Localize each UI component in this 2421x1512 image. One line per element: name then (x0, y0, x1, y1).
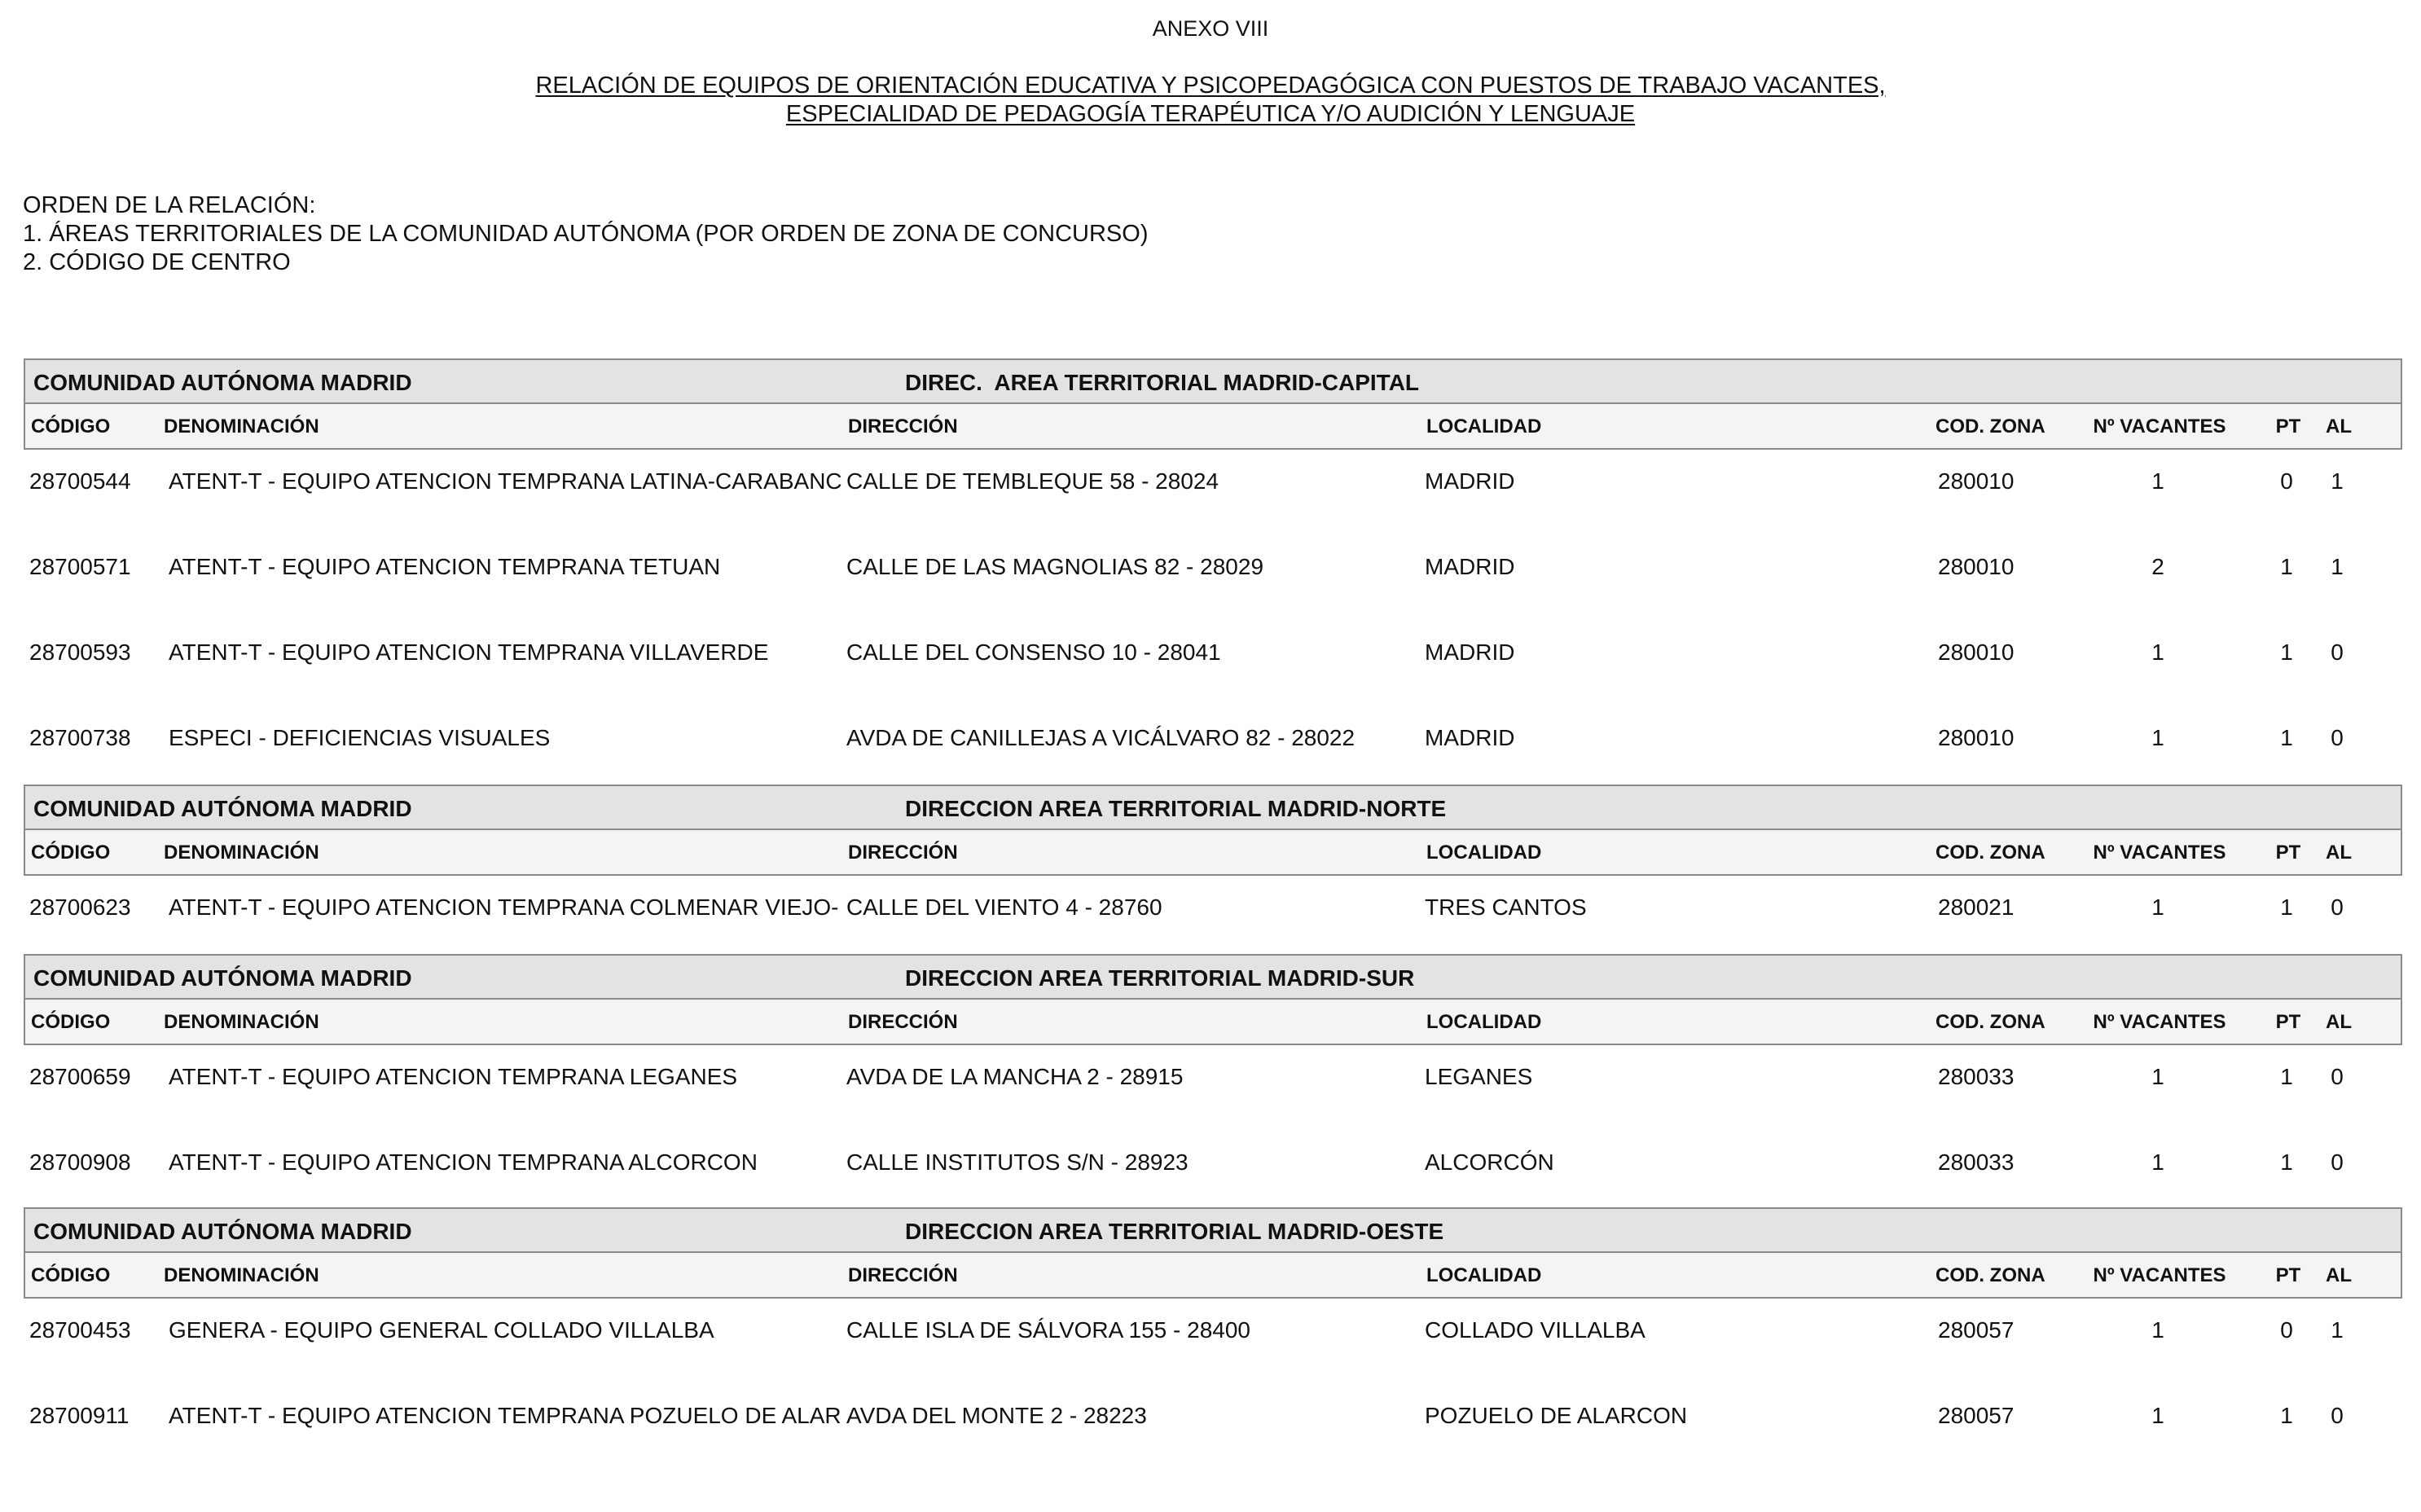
col-pt: PT (2275, 842, 2301, 864)
cell-al: 0 (2331, 1403, 2344, 1428)
cell-cod-zona: 280010 (1938, 640, 2015, 665)
cell-vacantes: 1 (2151, 468, 2164, 494)
cell-codigo: 28700571 (29, 554, 131, 579)
cell-denominacion: ATENT-T - EQUIPO ATENCION TEMPRANA LATINA-CARABANC (169, 468, 842, 494)
cell-localidad: LEGANES (1425, 1064, 1533, 1089)
cell-direccion: CALLE DEL VIENTO 4 - 28760 (846, 894, 1162, 920)
cell-codigo: 28700911 (29, 1403, 130, 1428)
section-comunidad: COMUNIDAD AUTÓNOMA MADRID (33, 965, 412, 991)
cell-cod-zona: 280057 (1938, 1317, 2015, 1343)
cell-codigo: 28700908 (29, 1149, 131, 1175)
column-header-row (24, 1253, 2402, 1299)
cell-pt: 0 (2280, 1317, 2293, 1343)
col-vacantes: Nº VACANTES (2093, 415, 2226, 437)
table-row (24, 876, 2402, 953)
cell-pt: 1 (2280, 725, 2293, 750)
col-codigo: CÓDIGO (31, 415, 111, 437)
cell-denominacion: ATENT-T - EQUIPO ATENCION TEMPRANA POZUELO DE ALAR (169, 1403, 841, 1428)
cell-pt: 1 (2280, 1403, 2293, 1428)
cell-localidad: MADRID (1425, 468, 1515, 494)
col-denominacion: DENOMINACIÓN (164, 1264, 319, 1286)
cell-vacantes: 1 (2151, 1317, 2164, 1343)
cell-cod-zona: 280010 (1938, 554, 2015, 579)
col-cod-zona: COD. ZONA (1935, 1011, 2045, 1033)
section-header (24, 785, 2402, 830)
cell-cod-zona: 280033 (1938, 1064, 2015, 1089)
cell-codigo: 28700623 (29, 894, 131, 920)
cell-localidad: POZUELO DE ALARCON (1425, 1403, 1688, 1428)
cell-al: 0 (2331, 725, 2344, 750)
section-area: DIREC. AREA TERRITORIAL MADRID-CAPITAL (905, 370, 1420, 395)
col-al: AL (2326, 842, 2352, 864)
section-comunidad: COMUNIDAD AUTÓNOMA MADRID (33, 370, 412, 395)
cell-denominacion: GENERA - EQUIPO GENERAL COLLADO VILLALBA (169, 1317, 714, 1343)
title-line-2: ESPECIALIDAD DE PEDAGOGÍA TERAPÉUTICA Y/O AUDICIÓN Y LENGUAJE (785, 101, 1636, 127)
col-direccion: DIRECCIÓN (848, 842, 958, 864)
column-header-row (24, 830, 2402, 876)
col-al: AL (2326, 1264, 2352, 1286)
section-comunidad: COMUNIDAD AUTÓNOMA MADRID (33, 796, 412, 821)
cell-direccion: CALLE ISLA DE SÁLVORA 155 - 28400 (846, 1317, 1251, 1343)
cell-direccion: CALLE DEL CONSENSO 10 - 28041 (846, 640, 1221, 665)
cell-direccion: AVDA DE LA MANCHA 2 - 28915 (846, 1064, 1184, 1089)
cell-denominacion: ATENT-T - EQUIPO ATENCION TEMPRANA VILLAVERDE (169, 640, 769, 665)
col-localidad: LOCALIDAD (1426, 842, 1542, 864)
cell-direccion: AVDA DE CANILLEJAS A VICÁLVARO 82 - 28022 (846, 725, 1355, 750)
cell-localidad: COLLADO VILLALBA (1425, 1317, 1645, 1343)
col-denominacion: DENOMINACIÓN (164, 415, 319, 437)
order-item-2: 2. CÓDIGO DE CENTRO (23, 249, 291, 275)
cell-cod-zona: 280057 (1938, 1403, 2015, 1428)
cell-codigo: 28700659 (29, 1064, 131, 1089)
col-cod-zona: COD. ZONA (1935, 1264, 2045, 1286)
table-row (24, 1299, 2402, 1384)
section-madrid-norte (24, 785, 2402, 953)
cell-localidad: MADRID (1425, 725, 1515, 750)
cell-codigo: 28700738 (29, 725, 131, 750)
cell-al: 0 (2331, 894, 2344, 920)
section-header (24, 1207, 2402, 1253)
table-row (24, 1045, 2402, 1131)
col-al: AL (2326, 415, 2352, 437)
col-codigo: CÓDIGO (31, 1011, 111, 1033)
cell-codigo: 28700544 (29, 468, 131, 494)
cell-pt: 1 (2280, 894, 2293, 920)
cell-denominacion: ESPECI - DEFICIENCIAS VISUALES (169, 725, 551, 750)
cell-al: 1 (2331, 1317, 2344, 1343)
col-pt: PT (2275, 415, 2301, 437)
col-vacantes: Nº VACANTES (2093, 1011, 2226, 1033)
cell-denominacion: ATENT-T - EQUIPO ATENCION TEMPRANA TETUAN (169, 554, 721, 579)
cell-denominacion: ATENT-T - EQUIPO ATENCION TEMPRANA COLMENAR VIEJO- (169, 894, 839, 920)
cell-vacantes: 1 (2151, 1149, 2164, 1175)
cell-cod-zona: 280010 (1938, 468, 2015, 494)
cell-pt: 1 (2280, 554, 2293, 579)
col-cod-zona: COD. ZONA (1935, 842, 2045, 864)
section-area: DIRECCION AREA TERRITORIAL MADRID-NORTE (905, 796, 1447, 821)
section-madrid-oeste (24, 1207, 2402, 1461)
cell-vacantes: 1 (2151, 894, 2164, 920)
cell-pt: 1 (2280, 1149, 2293, 1175)
col-direccion: DIRECCIÓN (848, 415, 958, 437)
cell-cod-zona: 280033 (1938, 1149, 2015, 1175)
order-item-1: 1. ÁREAS TERRITORIALES DE LA COMUNIDAD AUTÓNOMA (POR ORDEN DE ZONA DE CONCURSO) (23, 221, 1149, 247)
cell-denominacion: ATENT-T - EQUIPO ATENCION TEMPRANA ALCORCON (169, 1149, 758, 1175)
col-pt: PT (2275, 1264, 2301, 1286)
col-codigo: CÓDIGO (31, 842, 111, 864)
document-title (0, 72, 2421, 129)
table-row (24, 1384, 2402, 1461)
title-line-1: RELACIÓN DE EQUIPOS DE ORIENTACIÓN EDUCATIVA Y PSICOPEDAGÓGICA CON PUESTOS DE TRABAJO VACANTES, (535, 73, 1886, 99)
cell-pt: 1 (2280, 1064, 2293, 1089)
cell-pt: 1 (2280, 640, 2293, 665)
cell-pt: 0 (2280, 468, 2293, 494)
col-denominacion: DENOMINACIÓN (164, 842, 319, 864)
cell-direccion: CALLE INSTITUTOS S/N - 28923 (846, 1149, 1189, 1175)
cell-direccion: CALLE DE LAS MAGNOLIAS 82 - 28029 (846, 554, 1264, 579)
section-header (24, 954, 2402, 1000)
col-direccion: DIRECCIÓN (848, 1264, 958, 1286)
col-localidad: LOCALIDAD (1426, 1264, 1542, 1286)
cell-localidad: ALCORCÓN (1425, 1149, 1554, 1175)
col-vacantes: Nº VACANTES (2093, 1264, 2226, 1286)
section-area: DIRECCION AREA TERRITORIAL MADRID-OESTE (905, 1219, 1444, 1244)
cell-codigo: 28700453 (29, 1317, 131, 1343)
col-localidad: LOCALIDAD (1426, 1011, 1542, 1033)
cell-direccion: AVDA DEL MONTE 2 - 28223 (846, 1403, 1147, 1428)
section-madrid-capital (24, 358, 2402, 784)
col-localidad: LOCALIDAD (1426, 415, 1542, 437)
col-denominacion: DENOMINACIÓN (164, 1011, 319, 1033)
cell-localidad: TRES CANTOS (1425, 894, 1587, 920)
table-row (24, 535, 2402, 621)
annex-label: ANEXO VIII (1152, 16, 1269, 41)
cell-localidad: MADRID (1425, 640, 1515, 665)
cell-al: 0 (2331, 640, 2344, 665)
table-row (24, 706, 2402, 784)
col-direccion: DIRECCIÓN (848, 1011, 958, 1033)
cell-direccion: CALLE DE TEMBLEQUE 58 - 28024 (846, 468, 1219, 494)
order-heading: ORDEN DE LA RELACIÓN: (23, 192, 316, 218)
cell-denominacion: ATENT-T - EQUIPO ATENCION TEMPRANA LEGANES (169, 1064, 738, 1089)
cell-vacantes: 1 (2151, 725, 2164, 750)
cell-vacantes: 1 (2151, 1064, 2164, 1089)
section-area: DIRECCION AREA TERRITORIAL MADRID-SUR (905, 965, 1415, 991)
section-comunidad: COMUNIDAD AUTÓNOMA MADRID (33, 1219, 412, 1244)
cell-codigo: 28700593 (29, 640, 131, 665)
table-row (24, 450, 2402, 535)
col-codigo: CÓDIGO (31, 1264, 111, 1286)
table-row (24, 1131, 2402, 1208)
col-cod-zona: COD. ZONA (1935, 415, 2045, 437)
col-pt: PT (2275, 1011, 2301, 1033)
cell-al: 1 (2331, 468, 2344, 494)
col-vacantes: Nº VACANTES (2093, 842, 2226, 864)
cell-localidad: MADRID (1425, 554, 1515, 579)
column-header-row (24, 404, 2402, 450)
cell-vacantes: 1 (2151, 640, 2164, 665)
section-madrid-sur (24, 954, 2402, 1208)
column-header-row (24, 1000, 2402, 1045)
cell-al: 0 (2331, 1149, 2344, 1175)
cell-vacantes: 2 (2151, 554, 2164, 579)
table-row (24, 621, 2402, 706)
cell-al: 1 (2331, 554, 2344, 579)
cell-vacantes: 1 (2151, 1403, 2164, 1428)
cell-al: 0 (2331, 1064, 2344, 1089)
section-header (24, 358, 2402, 404)
col-al: AL (2326, 1011, 2352, 1033)
cell-cod-zona: 280010 (1938, 725, 2015, 750)
cell-cod-zona: 280021 (1938, 894, 2015, 920)
order-block (23, 191, 1149, 277)
